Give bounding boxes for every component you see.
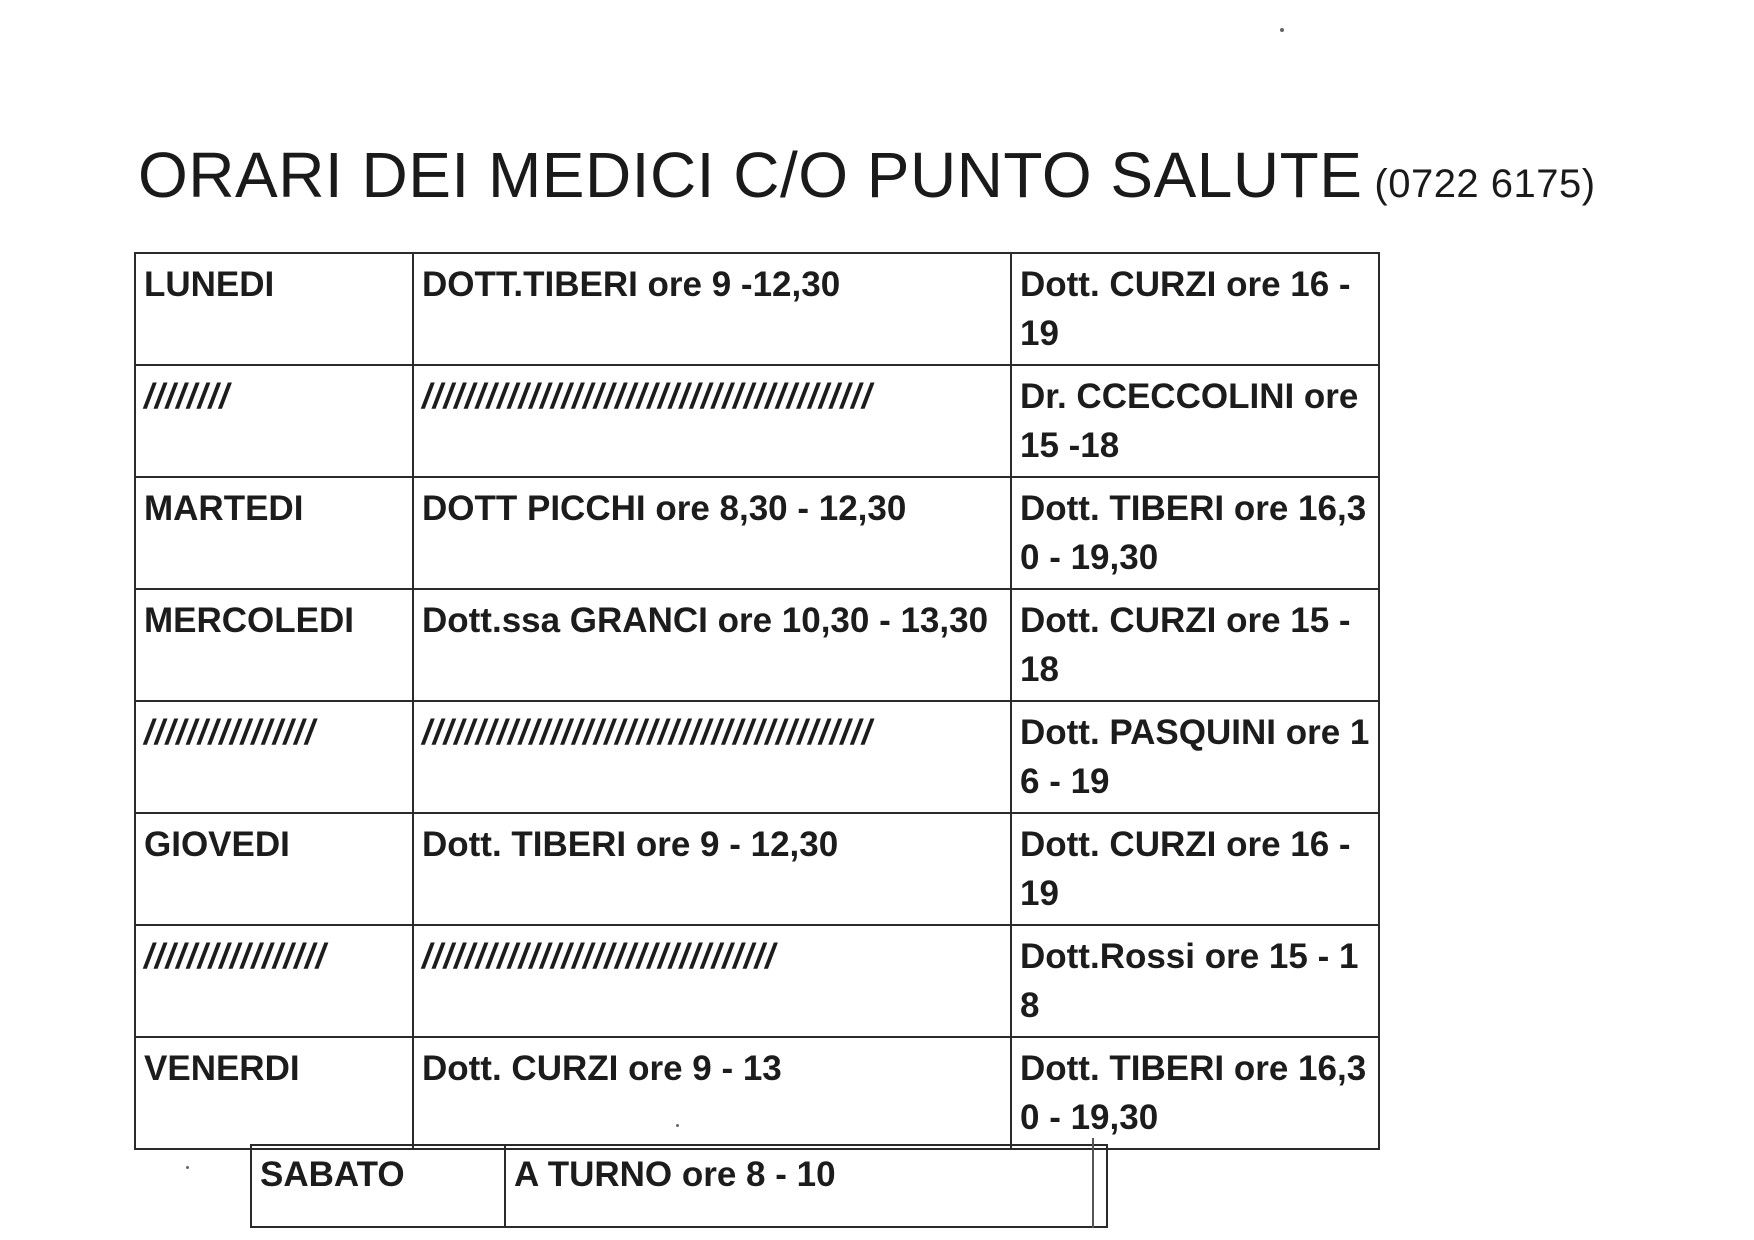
day-cell: MARTEDI	[135, 477, 413, 589]
afternoon-cell: Dott. CURZI ore 16 -19	[1011, 813, 1379, 925]
weekday-schedule-table	[134, 252, 1380, 1150]
table-row	[135, 589, 1379, 701]
table-row	[135, 365, 1379, 477]
morning-cell: /////////////////////////////////	[413, 925, 1011, 1037]
day-cell: VENERDI	[135, 1037, 413, 1149]
morning-cell: Dott. CURZI ore 9 - 13	[413, 1037, 1011, 1149]
afternoon-cell: Dott. CURZI ore 16 -19	[1011, 253, 1379, 365]
day-cell: ////////////////	[135, 701, 413, 813]
saturday-hours-cell: A TURNO ore 8 - 10	[505, 1145, 1107, 1227]
table-row	[135, 925, 1379, 1037]
day-cell: MERCOLEDI	[135, 589, 413, 701]
table-row	[251, 1145, 1107, 1227]
day-cell: GIOVEDI	[135, 813, 413, 925]
day-cell: ////////	[135, 365, 413, 477]
scan-edge-line	[1092, 1138, 1094, 1228]
scan-speck	[1280, 28, 1284, 32]
day-cell: LUNEDI	[135, 253, 413, 365]
morning-cell: Dott. TIBERI ore 9 - 12,30	[413, 813, 1011, 925]
afternoon-cell: Dott. CURZI ore 15 -18	[1011, 589, 1379, 701]
morning-cell: //////////////////////////////////////////	[413, 365, 1011, 477]
afternoon-cell: Dott. PASQUINI ore 16 - 19	[1011, 701, 1379, 813]
saturday-schedule-table	[250, 1144, 1108, 1228]
morning-cell: DOTT.TIBERI ore 9 -12,30	[413, 253, 1011, 365]
scan-speck	[676, 1124, 679, 1127]
table-row	[135, 1037, 1379, 1149]
table-row	[135, 701, 1379, 813]
afternoon-cell: Dr. CCECCOLINI ore 15 -18	[1011, 365, 1379, 477]
phone-number: (0722 6175)	[1374, 162, 1596, 206]
morning-cell: Dott.ssa GRANCI ore 10,30 - 13,30	[413, 589, 1011, 701]
table-row	[135, 253, 1379, 365]
table-row	[135, 813, 1379, 925]
morning-cell: DOTT PICCHI ore 8,30 - 12,30	[413, 477, 1011, 589]
scan-speck	[186, 1166, 189, 1169]
day-cell: /////////////////	[135, 925, 413, 1037]
page-title-main: ORARI DEI MEDICI C/O PUNTO SALUTE	[138, 139, 1363, 211]
saturday-day-cell: SABATO	[251, 1145, 505, 1227]
afternoon-cell: Dott.Rossi ore 15 - 18	[1011, 925, 1379, 1037]
afternoon-cell: Dott. TIBERI ore 16,30 - 19,30	[1011, 1037, 1379, 1149]
page-title	[138, 138, 1596, 212]
afternoon-cell: Dott. TIBERI ore 16,30 - 19,30	[1011, 477, 1379, 589]
morning-cell: //////////////////////////////////////////	[413, 701, 1011, 813]
table-row	[135, 477, 1379, 589]
